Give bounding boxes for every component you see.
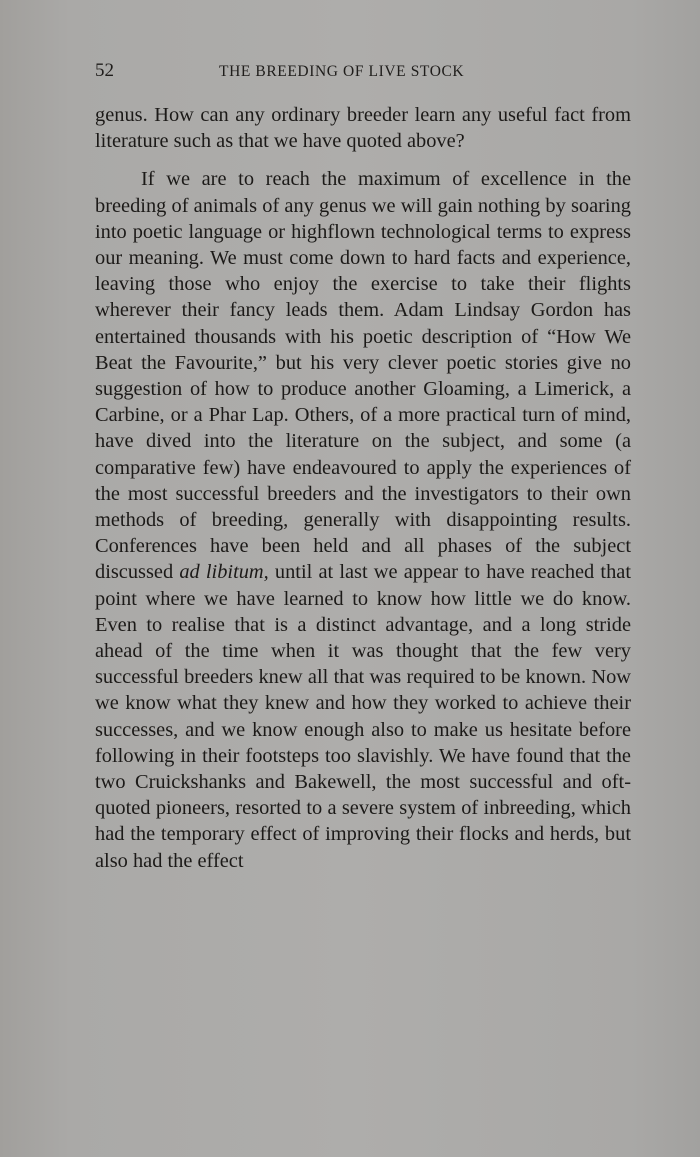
paragraph-2 — [95, 166, 631, 873]
running-title: THE BREEDING OF LIVE STOCK — [219, 63, 465, 80]
paragraph-2-text-after: until at last we appear to have reached that point where we have learned to know how little we do know. Even to realise that is a distinct advantage, and a long stride ahead of the time when it was thought that the few very successful breeders knew all that was required to be known. Now we know what they knew and how they worked to achieve their successes, and we know enough also to make us hesitate before following in their footsteps too slavishly. We have found that the two Cruickshanks and Bakewell, the most successful and oft-quoted pioneers, resorted to a severe system of inbreeding, which had the temporary effect of improving their flocks and herds, but also had the effect — [95, 561, 631, 872]
body-text — [95, 102, 631, 874]
page-number: 52 — [95, 60, 114, 81]
page-header — [95, 58, 635, 88]
paragraph-1: genus. How can any ordinary breeder learn any useful fact from literature such as that we have quoted above? — [95, 104, 631, 153]
paragraph-2-text-before: If we are to reach the maximum of excellence in the breeding of animals of any genus we will gain nothing by soaring into poetic language or highflown technological terms to express our meaning. We must come down to hard facts and experience, leaving those who enjoy the exercise to take their flights wherever their fancy leads them. Adam Lindsay Gordon has entertained thousands with his poetic description of “How We Beat the Favourite,” but his very clever poetic stories give no suggestion of how to produce another Gloaming, a Limerick, a Carbine, or a Phar Lap. Others, of a more practical turn of mind, have dived into the literature on the subject, and some (a comparative few) have endeavoured to apply the experiences of the most successful breeders and the investigators to their own methods of breeding, generally with disappointing results. Conferences have been held and all phases of the subject discussed — [95, 168, 631, 584]
paragraph-2-italic-phrase: ad libitum, — [179, 561, 269, 584]
